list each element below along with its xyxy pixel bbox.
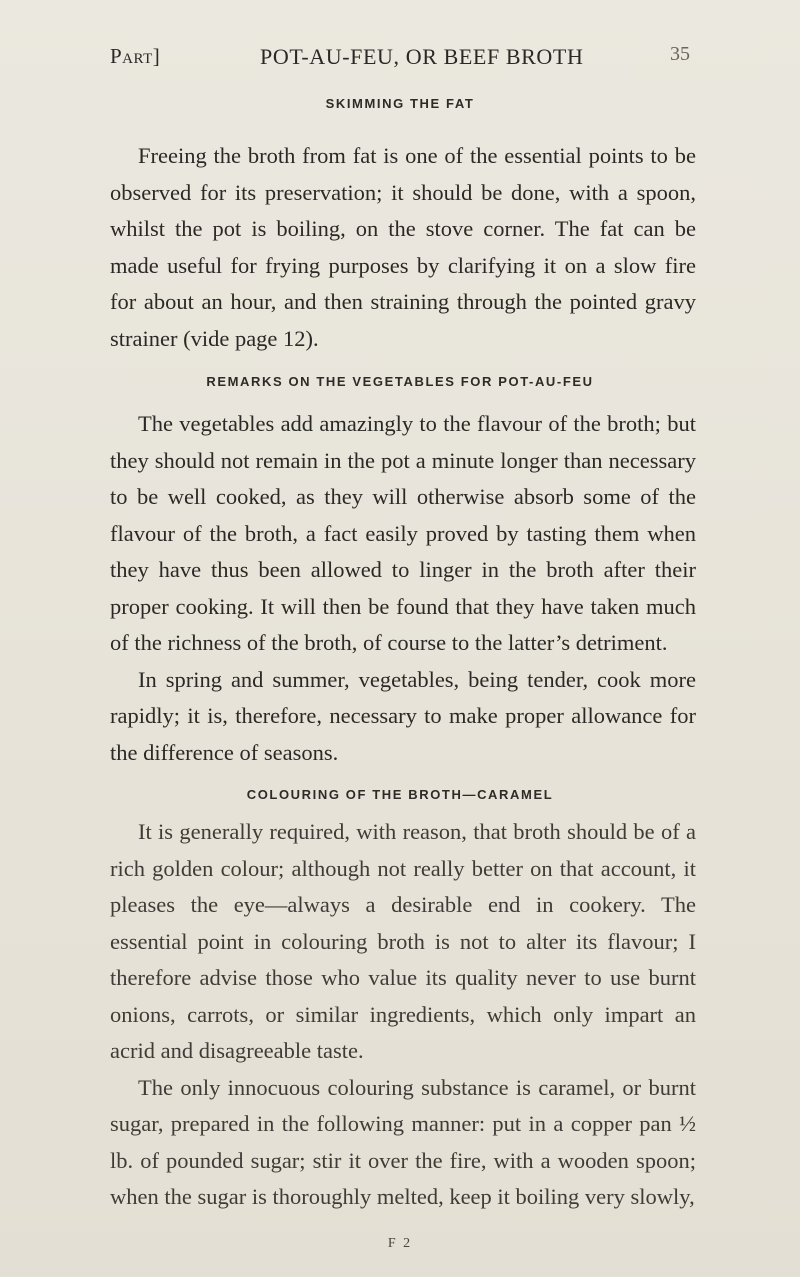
section-heading-vegetables: REMARKS ON THE VEGETABLES FOR POT-AU-FEU [206,374,594,389]
section-heading-colouring: COLOURING OF THE BROTH—CARAMEL [246,787,554,802]
running-head-part: Part] [110,44,161,68]
section-heading-skimming: SKIMMING THE FAT [325,96,475,111]
paragraph: In spring and summer, vegetables, being tender, cook more rapidly; it is, therefore, necessary to make proper allowance for the difference of seasons. [110,666,696,765]
page-number: 35 [670,43,690,65]
paragraph: The vegetables add amazingly to the flavour of the broth; but they should not remain in the pot a minute longer than necessary to be well cooked, as they will otherwise absorb some of the flavour of the broth, a fact easily proved by tasting them when they have thus been allowed to linger in the broth after their proper cooking. It will then be found that they have taken much of the richness of the broth, of course to the latter’s detriment. [110,411,696,655]
running-head [110,40,690,80]
paragraph: The only innocuous colouring substance is caramel, or burnt sugar, prepared in the following manner: put in a copper pan ½ lb. of pounded sugar; stir it over the fire, with a wooden spoon; when the sugar is thoroughly melted, keep it boiling very slowly, [110,1074,696,1209]
running-head-title: POT-AU-FEU, OR BEEF BROTH [260,44,584,69]
paragraph: It is generally required, with reason, that broth should be of a rich golden colour; although not really better on that account, it pleases the eye—always a desirable end in cookery. The essential point in colouring broth is not to alter its flavour; I therefore advise those who value its quality never to use burnt onions, carrots, or similar ingredients, which only impart an acrid and disagreeable taste. [110,819,696,1063]
section-body-skimming [110,138,696,357]
section-body-colouring [110,814,696,1216]
paragraph: Freeing the broth from fat is one of the essential points to be observed for its preservation; it should be done, with a spoon, whilst the pot is boiling, on the stove corner. The fat can be made useful for frying purposes by clarifying it on a slow fire for about an hour, and then straining through the pointed gravy strainer (vide page 12). [110,143,696,351]
signature-mark: F 2 [387,1236,413,1251]
section-body-vegetables [110,406,696,771]
